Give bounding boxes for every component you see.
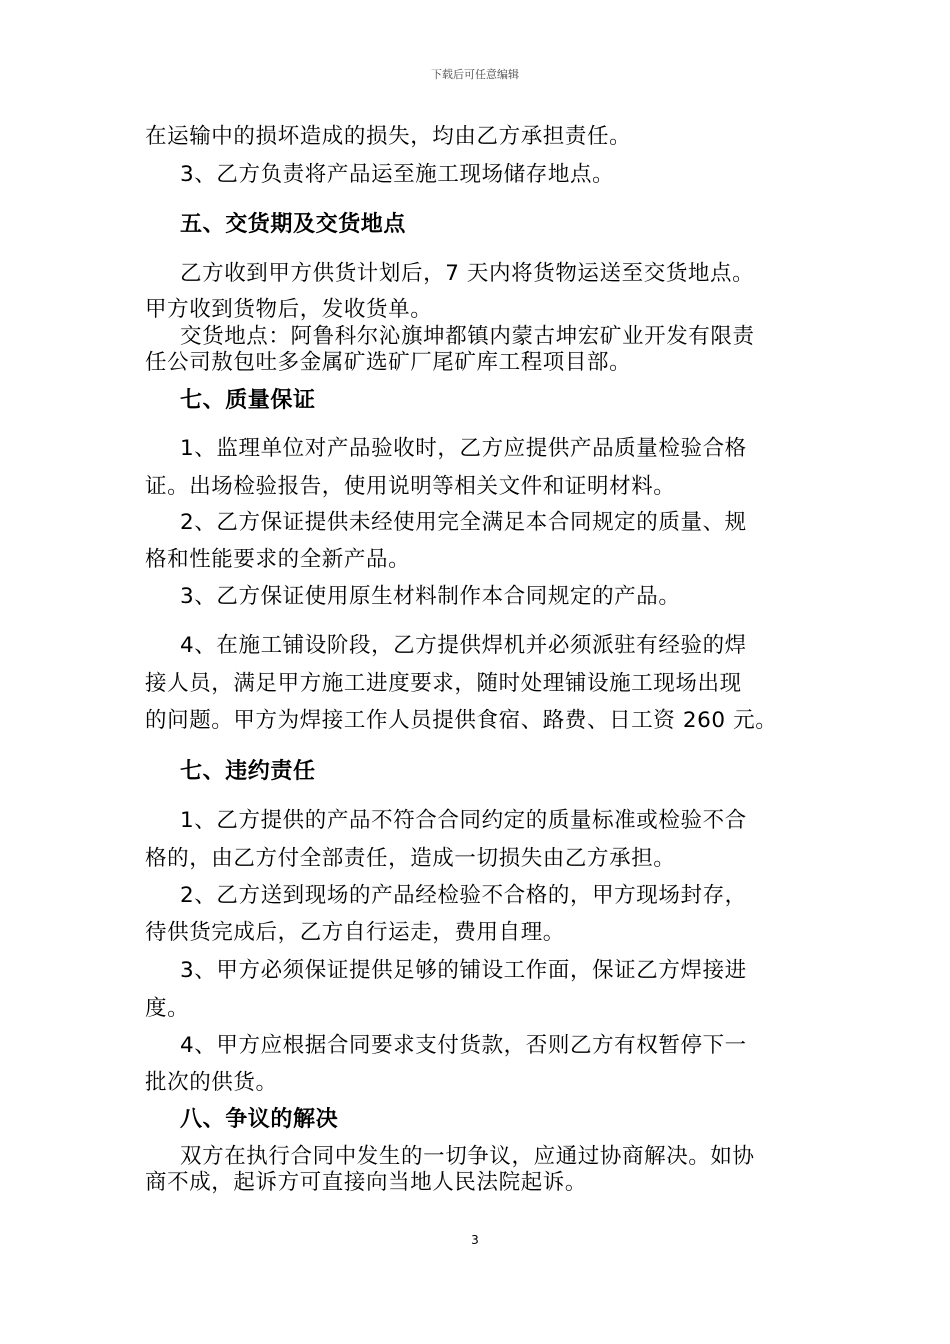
text-line: 3、乙方负责将产品运至施工现场储存地点。 bbox=[180, 162, 615, 187]
text-line: 商不成，起诉方可直接向当地人民法院起诉。 bbox=[145, 1170, 588, 1195]
text-line: 4、甲方应根据合同要求支付货款，否则乙方有权暂停下一 bbox=[180, 1033, 747, 1058]
text-line: 格和性能要求的全新产品。 bbox=[145, 547, 411, 572]
text-line: 的问题。甲方为焊接工作人员提供食宿、路费、日工资 260 元。 bbox=[145, 708, 778, 733]
text-line: 乙方收到甲方供货计划后，7 天内将货物运送至交货地点。 bbox=[180, 261, 755, 286]
text-line: 证。出场检验报告，使用说明等相关文件和证明材料。 bbox=[145, 474, 676, 499]
text-line: 任公司敖包吐多金属矿选矿厂尾矿库工程项目部。 bbox=[145, 350, 632, 375]
text-line: 交货地点：阿鲁科尔沁旗坤都镇内蒙古坤宏矿业开发有限责 bbox=[180, 324, 755, 349]
section-heading: 八、争议的解决 bbox=[180, 1107, 339, 1132]
text-line: 3、甲方必须保证提供足够的铺设工作面，保证乙方焊接进 bbox=[180, 958, 747, 983]
text-line: 双方在执行合同中发生的一切争议，应通过协商解决。如协 bbox=[180, 1144, 755, 1169]
text-line: 度。 bbox=[145, 996, 190, 1021]
text-line: 待供货完成后，乙方自行运走，费用自理。 bbox=[145, 920, 565, 945]
text-line: 格的，由乙方付全部责任，造成一切损失由乙方承担。 bbox=[145, 846, 676, 871]
text-line: 在运输中的损坏造成的损失，均由乙方承担责任。 bbox=[145, 124, 632, 149]
text-line: 1、监理单位对产品验收时，乙方应提供产品质量检验合格 bbox=[180, 436, 747, 461]
text-line: 4、在施工铺设阶段，乙方提供焊机并必须派驻有经验的焊 bbox=[180, 633, 747, 658]
text-line: 3、乙方保证使用原生材料制作本合同规定的产品。 bbox=[180, 584, 681, 609]
text-line: 2、乙方送到现场的产品经检验不合格的，甲方现场封存， bbox=[180, 883, 747, 908]
text-line: 2、乙方保证提供未经使用完全满足本合同规定的质量、规 bbox=[180, 510, 747, 535]
section-heading: 五、交货期及交货地点 bbox=[180, 212, 407, 237]
page-header: 下载后可任意编辑 bbox=[431, 68, 519, 81]
section-heading: 七、质量保证 bbox=[180, 388, 316, 413]
page-number: 3 bbox=[471, 1233, 479, 1247]
text-line: 批次的供货。 bbox=[145, 1070, 278, 1095]
text-line: 1、乙方提供的产品不符合合同约定的质量标准或检验不合 bbox=[180, 808, 747, 833]
text-line: 甲方收到货物后，发收货单。 bbox=[145, 297, 433, 322]
text-line: 接人员，满足甲方施工进度要求，随时处理铺设施工现场出现 bbox=[145, 671, 742, 696]
section-heading: 七、违约责任 bbox=[180, 759, 316, 784]
